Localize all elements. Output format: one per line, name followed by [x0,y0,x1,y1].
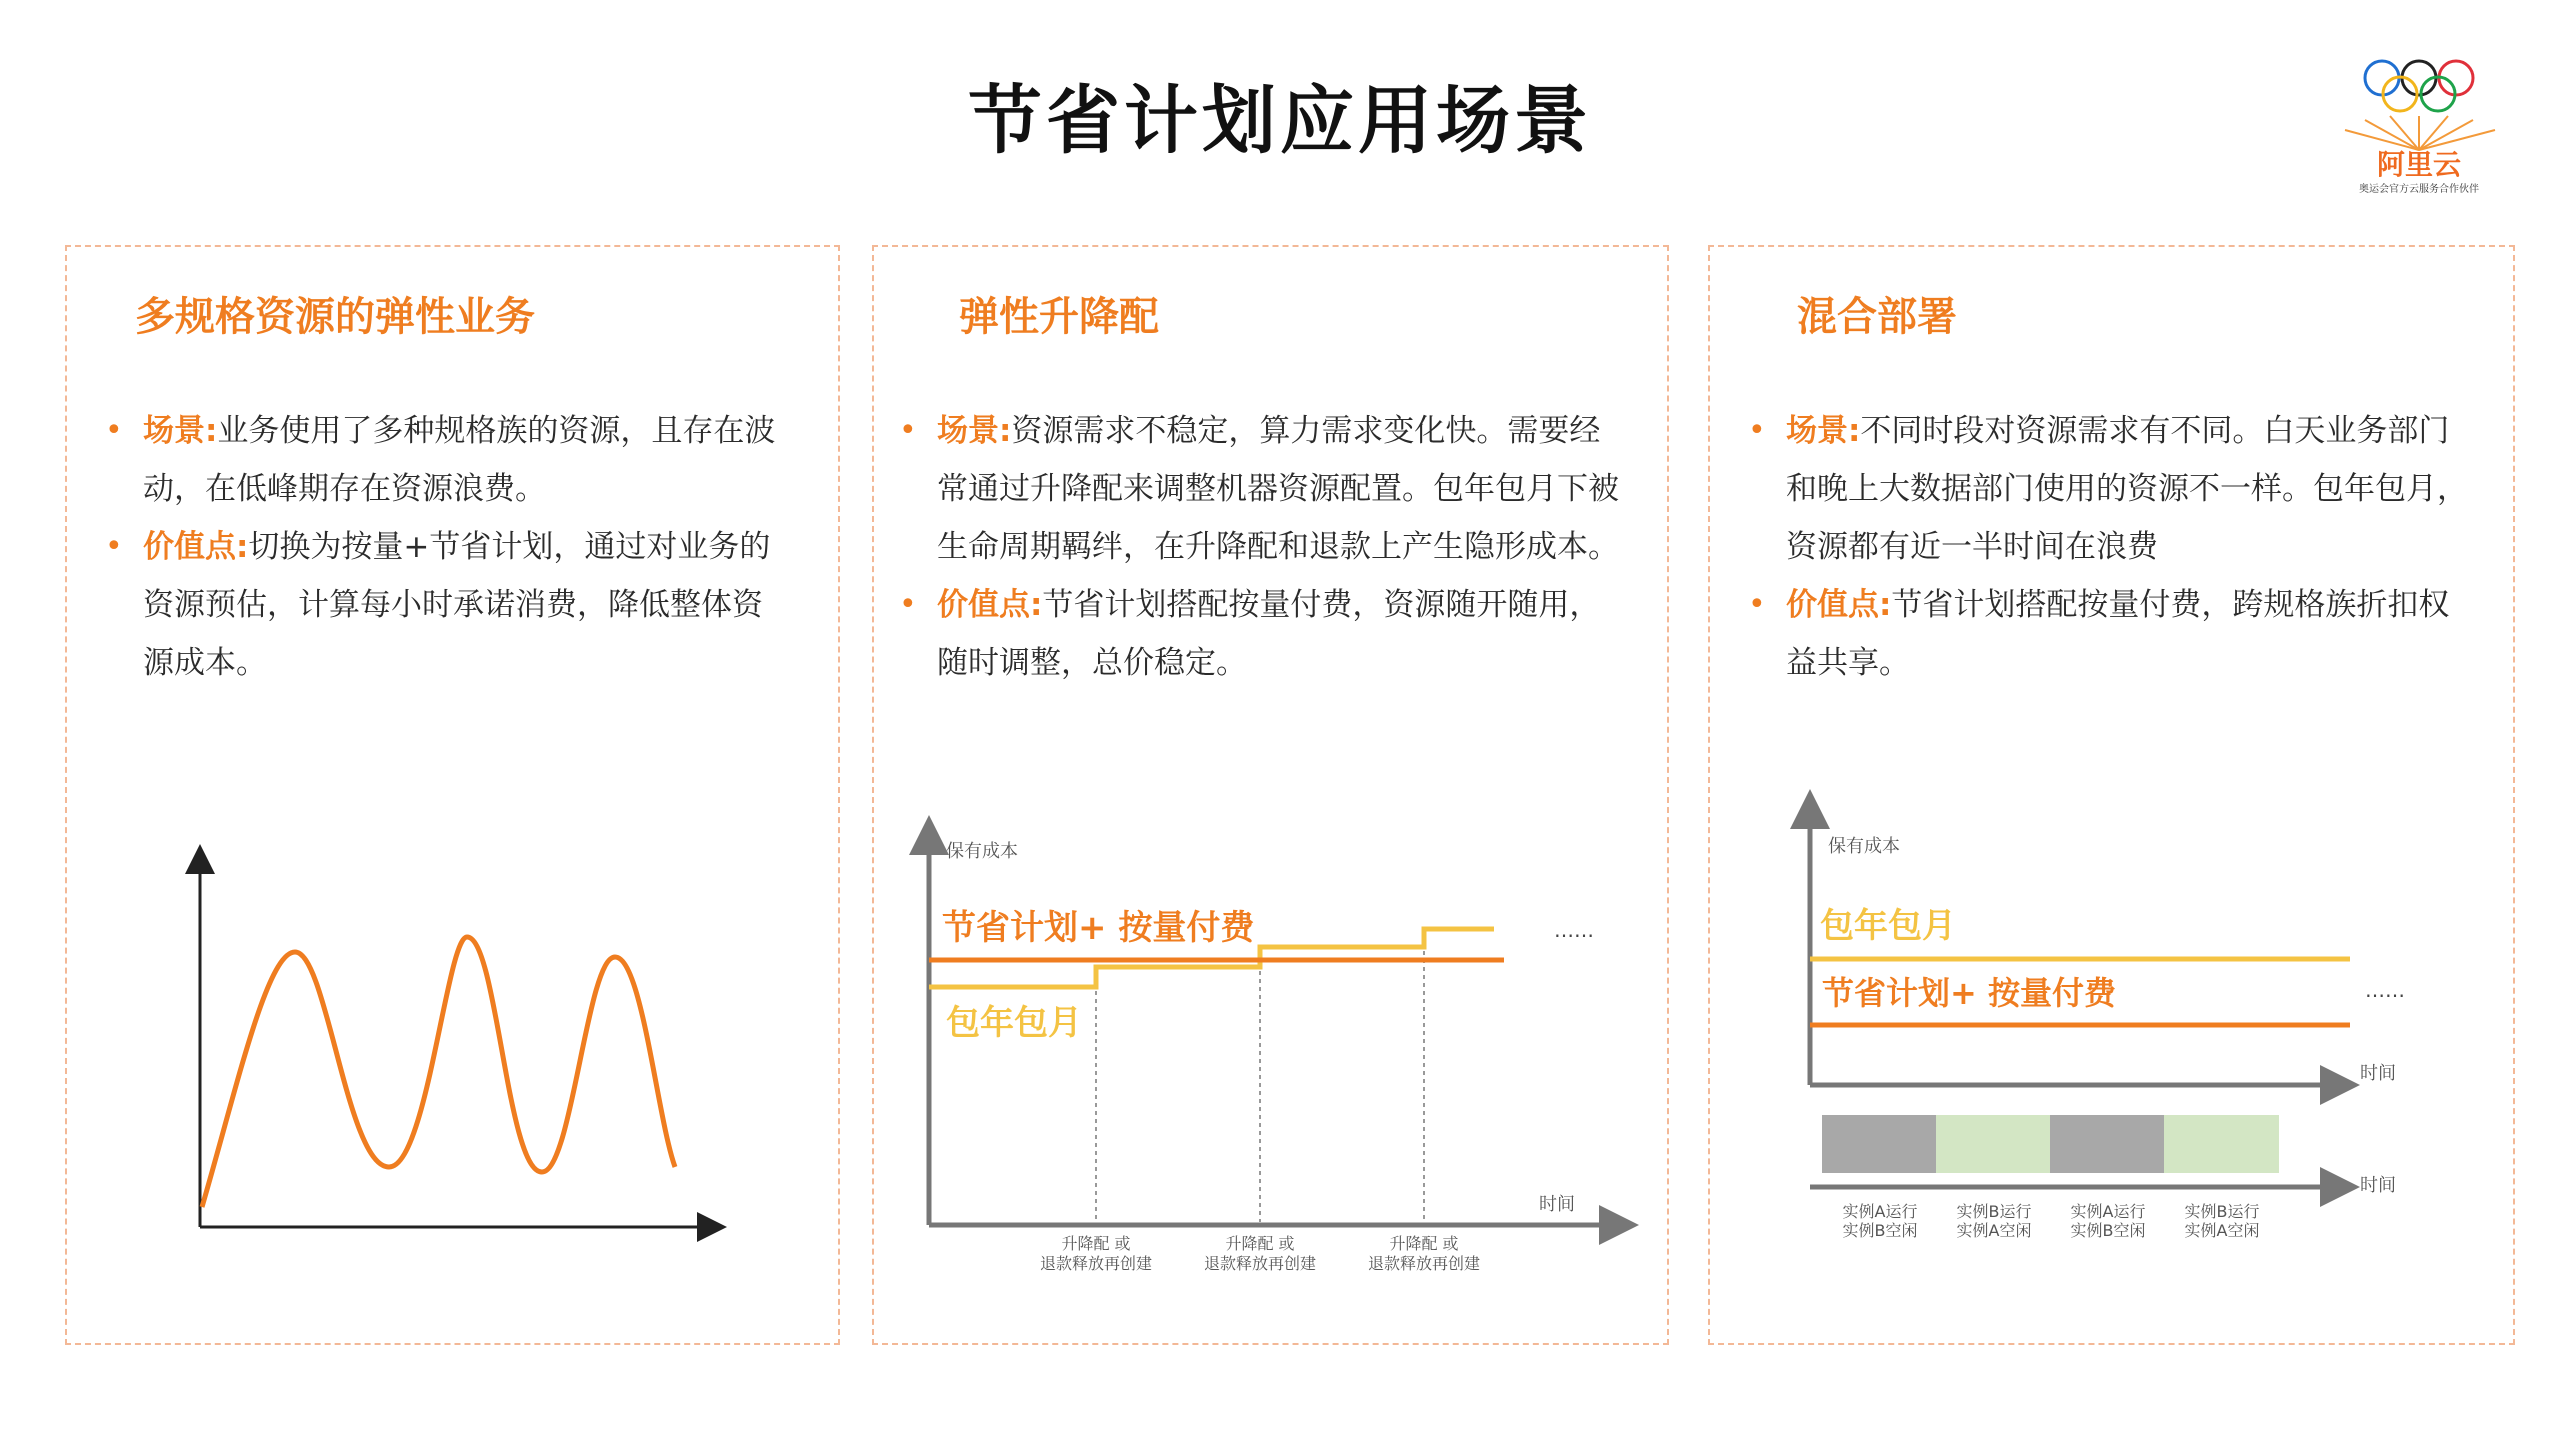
ellipsis: …… [2365,978,2405,1002]
x-axis-label: 时间 [1539,1194,1575,1215]
instance-block-a [1822,1115,1937,1173]
block-label: 实例B运行 [1956,1202,2032,1221]
ellipsis: …… [1554,918,1594,942]
subscription-label: 包年包月 [946,1003,1082,1043]
event-label: 升降配 或 [1389,1234,1459,1253]
usage-wave-line [202,937,675,1207]
timeline-axis-label: 时间 [2360,1175,2396,1196]
event-label: 升降配 或 [1061,1234,1131,1253]
logo-brand-text: 阿里云 [2376,148,2462,181]
value-bullet: • 价值点:节省计划搭配按量付费，资源随开随用，随时调整，总价稳定。 [899,576,1619,692]
value-bullet: • 价值点:切换为按量+节省计划，通过对业务的资源预估，计算每小时承诺消费，降低整体资源成本。 [105,518,785,692]
logo-tagline: 奥运会官方云服务合作伙伴 [2359,184,2479,195]
block-label: 实例B空闲 [2070,1221,2146,1240]
panel-title: 混合部署 [1797,294,1957,340]
block-label: 实例B空闲 [1842,1221,1918,1240]
event-label: 升降配 或 [1225,1234,1295,1253]
block-label: 实例A运行 [2070,1202,2146,1221]
block-label: 实例A空闲 [1956,1221,2032,1240]
event-label: 退款释放再创建 [1367,1254,1481,1273]
panel-title: 多规格资源的弹性业务 [135,294,535,340]
panel-hybrid-deploy [1708,245,2515,1345]
savings-plan-label: 节省计划+ 按量付费 [1822,974,2116,1012]
scaling-cost-chart [874,247,1671,1347]
aliyun-logo [2335,50,2535,200]
panel-title: 弹性升降配 [959,294,1159,340]
bullet-dot-icon: • [105,529,123,564]
instance-block-a [2050,1115,2165,1173]
panel-elastic-business [65,245,840,1345]
subscription-label: 包年包月 [1820,906,1956,946]
instance-block-b [2164,1115,2279,1173]
block-label: 实例A空闲 [2184,1221,2260,1240]
page-title: 节省计划应用场景 [968,78,1592,164]
bullet-dot-icon: • [899,413,917,448]
x-axis-label: 时间 [2360,1063,2396,1084]
event-label: 退款释放再创建 [1203,1254,1317,1273]
bullet-dot-icon: • [105,413,123,448]
scene-bullet: • 场景:业务使用了多种规格族的资源，且存在波动，在低峰期存在资源浪费。 [105,402,785,518]
value-bullet: • 价值点:节省计划搭配按量付费，跨规格族折扣权益共享。 [1748,576,2468,692]
block-label: 实例B运行 [2184,1202,2260,1221]
scene-bullet: • 场景:资源需求不稳定，算力需求变化快。需要经常通过升降配来调整机器资源配置。包年包月下被生命周期羁绊，在升降配和退款上产生隐形成本。 [899,402,1619,576]
event-label: 退款释放再创建 [1039,1254,1153,1273]
panel-elastic-scaling [872,245,1669,1345]
olympic-rings-icon [2335,50,2535,200]
savings-plan-label: 节省计划+ 按量付费 [942,908,1255,948]
instance-block-b [1936,1115,2051,1173]
hybrid-cost-chart [1710,247,2517,1347]
y-axis-label: 保有成本 [946,841,1018,862]
scene-bullet: • 场景:不同时段对资源需求有不同。白天业务部门和晚上大数据部门使用的资源不一样。包年包月，资源都有近一半时间在浪费 [1748,402,2468,576]
block-label: 实例A运行 [1842,1202,1918,1221]
wave-chart [67,247,842,1347]
bullet-dot-icon: • [1748,413,1766,448]
y-axis-label: 保有成本 [1828,836,1900,857]
bullet-dot-icon: • [899,587,917,622]
bullet-dot-icon: • [1748,587,1766,622]
